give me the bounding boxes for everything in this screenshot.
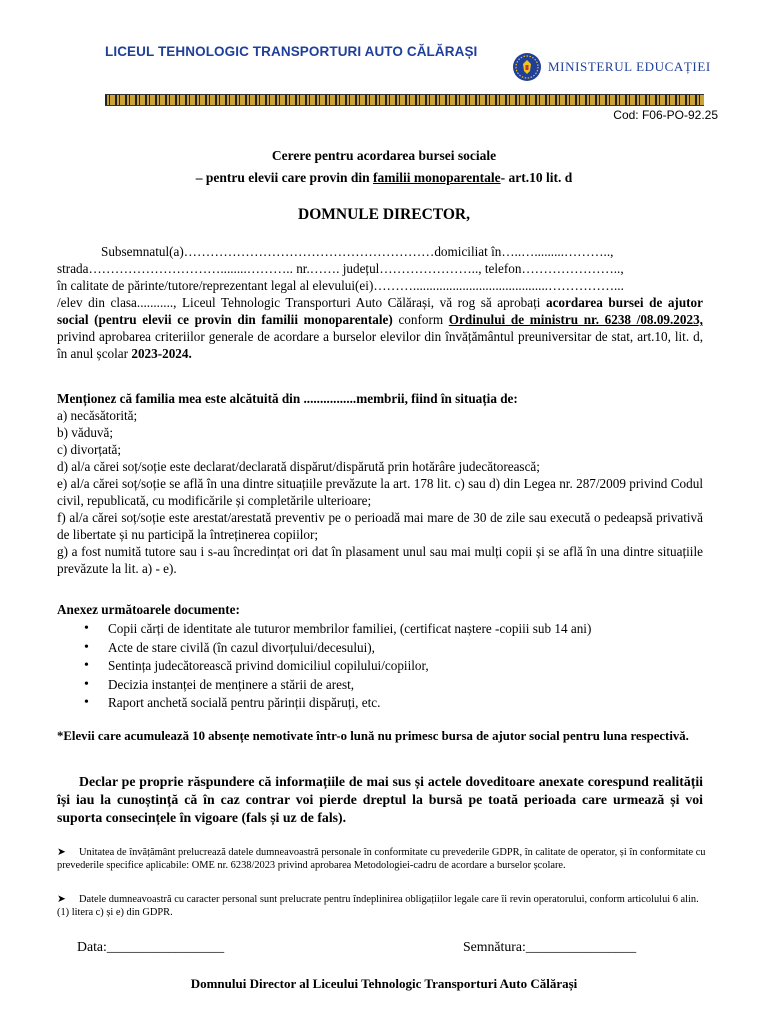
form-line-guardian: în calitate de părinte/tutore/reprezentant legal al elevului(ei)……….........................................……………... xyxy=(57,278,624,293)
applicant-form xyxy=(57,243,703,362)
document-subtitle: – pentru elevii care provin din familii monoparentale- art.10 lit. d xyxy=(195,170,573,185)
absence-note: *Elevii care acumulează 10 absențe nemotivate într-o lună nu primesc bursa de ajutor social pentru luna respectivă. xyxy=(57,729,689,743)
situations-section xyxy=(57,390,703,577)
document-item: • Acte de stare civilă (în cazul divorțului/decesului), xyxy=(78,639,591,658)
arrow-bullet-icon: ➤ xyxy=(57,847,66,858)
ministry-name: MINISTERUL EDUCAȚIEI xyxy=(548,59,711,74)
gdpr-notice: ➤ Unitatea de învățământ prelucrează datele dumneavoastră personale în conformitate cu prevederile GDPR, în calitate de operator, și în conformitate cu prevederile specifice aplicabile: OME nr. 6238/2023 privind aprobarea Metodologiei-cadru de acordare a burselor școlare. xyxy=(57,847,706,871)
footer-addressee: Domnului Director al Liceului Tehnologic Transporturi Auto Călărași xyxy=(190,976,578,991)
form-request-paragraph: /elev din clasa..........., Liceul Tehnologic Transporturi Auto Călărași, vă rog să aprobați acordarea bursei de ajutor social (pentru elevii ce provin din familii monoparentale) conform Ordinului de ministru nr. 6238 /08.09.2023, privind aprobarea criteriilor generale de acordare a burselor elevilor din învățământul preuniversitar de stat, art.10, lit. d, în anul școlar 2023-2024. xyxy=(57,295,703,361)
school-name: LICEUL TEHNOLOGIC TRANSPORTURI AUTO CĂLĂRAȘI xyxy=(105,44,478,59)
situation-item: d) al/a cărei soț/soție este declarat/declarată dispărut/dispărută prin hotărâre judecătorească; xyxy=(57,459,540,474)
addressee: DOMNULE DIRECTOR, xyxy=(298,206,470,223)
declaration: Declar pe proprie răspundere că informațiile de mai sus și actele doveditoare anexate corespund realității își iau la cunoștință că în caz contrar voi pierde dreptul la bursă pe toată perioada care urmează și voi suporta consecințele în vigoare (fals și uz de fals). xyxy=(57,774,703,826)
gdpr-notice: ➤ Datele dumneavoastră cu caracter personal sunt prelucrate pentru îndeplinirea obligațiilor legale care îi revin operatorului, conform articolului 6 alin. (1) litera c) și e) din GDPR. xyxy=(57,894,699,918)
document-item: • Raport anchetă socială pentru părinții dispăruți, etc. xyxy=(78,694,591,713)
document-code: Cod: F06-PO-92.25 xyxy=(613,108,718,122)
signature-field[interactable]: Semnătura:________________ xyxy=(463,939,637,954)
document-item: • Copii cărți de identitate ale tuturor membrilor familiei, (certificat naștere -copiii sub 14 ani) xyxy=(78,620,591,639)
form-line-address: strada…………………………........……….. nr.……. județul………………….., telefon………………….., xyxy=(57,261,624,276)
situation-item: f) al/a cărei soț/soție este arestat/arestată preventiv pe o perioadă mai mare de 30 de zile sau execută o pedeapsă privativă de libertate și nu participă la întreținerea copiilor; xyxy=(57,510,703,542)
ministry-logo xyxy=(512,52,711,82)
ministry-crest-icon xyxy=(512,52,542,82)
decorative-border xyxy=(105,94,704,106)
document-item: • Decizia instanței de menținere a stării de arest, xyxy=(78,676,591,695)
date-field[interactable]: Data:_________________ xyxy=(77,939,225,954)
document-item: • Sentința judecătorească privind domiciliul copilului/copiilor, xyxy=(78,657,591,676)
documents-list xyxy=(78,620,591,713)
situation-item: g) a fost numită tutore sau i s-au încredințat ori dat în plasament unul sau mai mulți copii și se află în una dintre situațiile prevăzute la lit. a) - e). xyxy=(57,544,703,576)
situation-item: b) văduvă; xyxy=(57,425,114,440)
situation-item: c) divorțată; xyxy=(57,442,122,457)
situation-item: a) necăsătorită; xyxy=(57,408,138,423)
form-line-name: Subsemnatul(a)…………………………………………………domiciliat în…..….........……….., xyxy=(101,244,614,259)
documents-title: Anexez următoarele documente: xyxy=(57,602,240,617)
document-title: Cerere pentru acordarea bursei sociale xyxy=(271,148,497,163)
situations-intro: Menționez că familia mea este alcătuită din ................membrii, fiind în situația de: xyxy=(57,391,518,406)
situation-item: e) al/a cărei soț/soție se află în una dintre situațiile prevăzute la art. 178 lit. c) sau d) din Legea nr. 287/2009 privind Codul civil, republicată, cu modificările și completările ulterioare; xyxy=(57,476,703,508)
arrow-bullet-icon: ➤ xyxy=(57,894,66,905)
